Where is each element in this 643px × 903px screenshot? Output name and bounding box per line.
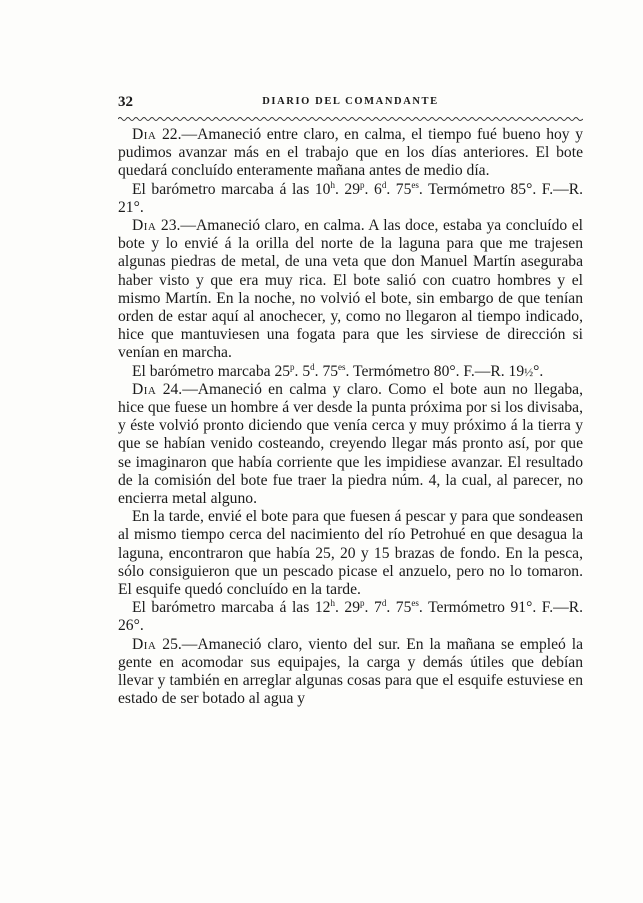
- superscript: es: [411, 179, 419, 190]
- paragraph-text: . 75: [386, 180, 412, 198]
- paragraph-afternoon-24: [118, 508, 583, 599]
- body-text: [118, 126, 583, 709]
- paragraph-text: —Amaneció claro, en calma. A las doce, estaba ya concluído el bote y lo envié á la orilla del norte de la laguna para que me trajesen algunas piedras de metal, de una veta que don Manuel Martín aseguraba haber visto y que era muy rica. El bote salió con cuatro hombres y el mismo Martín. En la noche, no volvió el bote, sin embargo de que tenían orden de estar aquí al anochecer, y, como no llegaron al tiempo indicado, hice que mantuviesen una fogata para que les sirviese de dirección si venían en marcha.: [118, 217, 583, 362]
- paragraph-text: En la tarde, envié el bote para que fuesen á pescar y para que sondeasen al mismo tiempo cerca del nacimiento del río Petrohué en que desagua la laguna, encontraron que había 25, 20 y 15 brazas de fondo. En la pesca, sólo consiguieron que un pescado picase el anzuelo, pero no lo tomaron. El esquife quedó concluído en la tarde.: [118, 508, 583, 599]
- page-number: 32: [118, 94, 133, 110]
- paragraph-dia-24: [118, 381, 583, 508]
- day-number: 22.: [161, 126, 182, 143]
- day-number: 23.: [160, 217, 181, 235]
- paragraph-barometer-22: [118, 181, 583, 217]
- superscript: p: [290, 361, 295, 372]
- fraction: ½: [524, 364, 534, 379]
- paragraph-text: . 75: [386, 599, 412, 617]
- day-number: 24.: [162, 380, 183, 398]
- paragraph-text: El barómetro marcaba á las 12: [132, 599, 331, 617]
- paragraph-text: °.: [533, 362, 544, 380]
- superscript: d: [310, 361, 315, 372]
- paragraph-text: . 29: [334, 599, 361, 617]
- paragraph-barometer-23: [118, 363, 583, 381]
- paragraph-text: . Termómetro 80°. F.—R. 19: [345, 362, 525, 380]
- paragraph-dia-22: [118, 126, 583, 181]
- paragraph-text: . 5: [294, 362, 311, 380]
- superscript: p: [360, 598, 365, 609]
- superscript: d: [381, 598, 387, 609]
- paragraph-text: El barómetro marcaba 25: [132, 362, 291, 380]
- paragraph-text: . 7: [364, 599, 382, 617]
- superscript: es: [338, 361, 346, 372]
- paragraph-text: . 75: [314, 362, 339, 380]
- paragraph-text: . 29: [334, 180, 361, 198]
- paragraph-text: —Amaneció en calma y claro. Como el bote aun no llegaba, hice que fuese un hombre á ver desde la punta próxima por si los divisaba, y éste volvió pronto diciendo que venía cerca y muy próximo á la tierra y que se habían venido costeando, creyendo llegar más pronto así, por que se imaginaron que había corriente que les impidiese avanzar. El resultado de la comisión del bote fue traer la piedra núm. 4, la cual, al parecer, no encierra metal alguno.: [118, 380, 583, 508]
- day-label: Dia: [132, 380, 157, 398]
- paragraph-text: —Amaneció entre claro, en calma, el tiempo fué bueno hoy y pudimos avanzar más en el trabajo que en los días anteriores. El bote quedará concluído enteramente mañana antes de medio día.: [118, 126, 584, 180]
- superscript: d: [381, 179, 387, 190]
- superscript: h: [330, 179, 335, 190]
- day-number: 25.: [162, 635, 182, 653]
- paragraph-dia-25: [118, 636, 583, 709]
- day-label: Dia: [132, 217, 157, 235]
- paragraph-dia-23: [118, 217, 583, 363]
- paragraph-text: . 6: [364, 180, 382, 198]
- paragraph-text: . Termómetro 85°. F.—R. 21°.: [118, 180, 584, 216]
- superscript: h: [330, 598, 335, 609]
- paragraph-text: El barómetro marcaba á las 10: [132, 180, 331, 198]
- superscript: es: [411, 598, 419, 609]
- running-head: [118, 94, 583, 114]
- running-title: DIARIO DEL COMANDANTE: [262, 96, 439, 107]
- day-label: Dia: [132, 635, 157, 653]
- superscript: p: [360, 179, 365, 190]
- paragraph-barometer-24: [118, 599, 583, 635]
- wavy-rule: [118, 116, 583, 122]
- paragraph-text: . Termómetro 91°. F.—R. 26°.: [118, 599, 584, 635]
- paragraph-text: —Amaneció claro, viento del sur. En la mañana se empleó la gente en acomodar sus equipajes, la carga y demás útiles que debían llevar y también en arreglar algunas cosas para que el esquife estuviese en estado de ser botado al agua y: [118, 635, 583, 708]
- day-label: Dia: [132, 126, 157, 143]
